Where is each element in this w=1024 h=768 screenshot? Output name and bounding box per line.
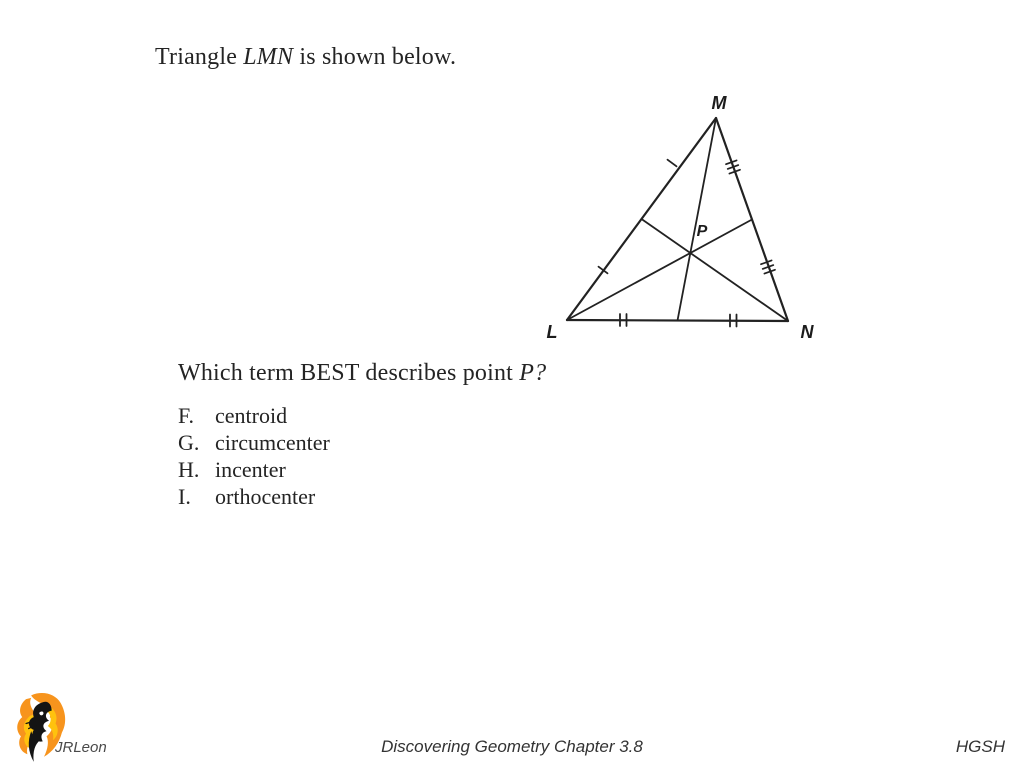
title-suffix: is shown below. — [293, 44, 457, 70]
vertex-label-m: M — [711, 93, 727, 113]
option-text: incenter — [215, 457, 286, 482]
option-text: circumcenter — [215, 430, 330, 455]
question-prefix: Which term BEST describes point — [178, 360, 520, 386]
footer-author: JRLeon — [55, 739, 107, 756]
point-label-p: P — [696, 223, 708, 240]
option-text: orthocenter — [215, 484, 316, 509]
option-letter: G. — [178, 430, 200, 455]
median-from-l — [567, 220, 752, 321]
triangle-diagram — [540, 85, 840, 350]
option-letter: F. — [178, 403, 194, 428]
medians — [567, 118, 788, 321]
answer-options — [178, 405, 330, 513]
option-row-g — [178, 432, 330, 454]
triangle-sides — [567, 118, 788, 321]
footer-school-code: HGSH — [955, 737, 1005, 756]
question-text — [178, 360, 546, 387]
vertex-label-l: L — [546, 322, 558, 342]
tick — [668, 160, 677, 167]
option-letter: H. — [178, 457, 200, 482]
ticks-side-lm — [599, 160, 677, 274]
slide-title — [155, 44, 456, 71]
option-row-i — [178, 486, 330, 508]
option-letter: I. — [178, 484, 191, 509]
vertex-label-n: N — [800, 322, 814, 342]
median-from-m — [678, 118, 717, 321]
median-from-n — [642, 219, 789, 321]
title-prefix: Triangle — [155, 44, 244, 70]
title-triangle-name: LMN — [243, 44, 294, 70]
option-row-f — [178, 405, 330, 427]
question-point-name: P? — [519, 360, 547, 386]
option-row-h — [178, 459, 330, 481]
footer-title: Discovering Geometry Chapter 3.8 — [381, 737, 643, 756]
option-text: centroid — [215, 403, 288, 428]
